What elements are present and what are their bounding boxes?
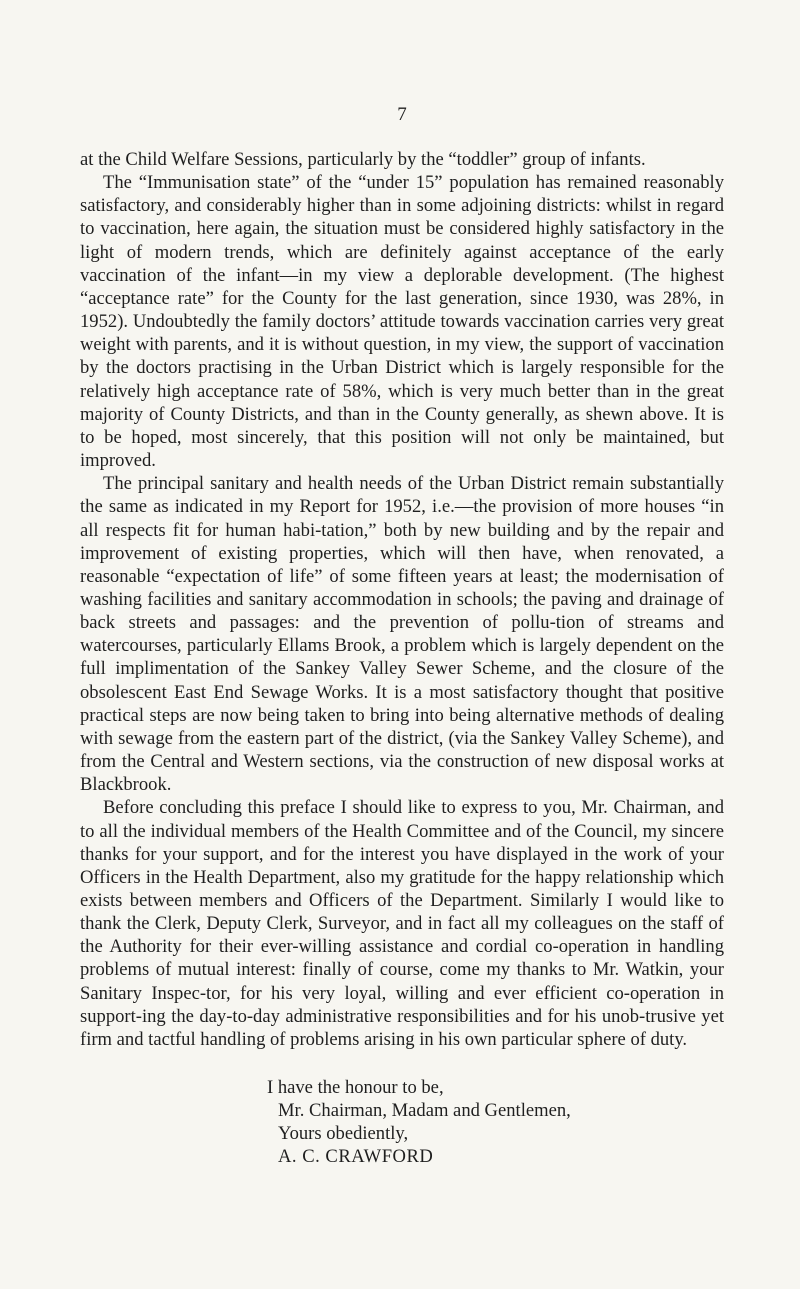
signature-name: A. C. CRAWFORD [278,1146,434,1168]
paragraph-acknowledgements: Before concluding this preface I should like to express to you, Mr. Chairman, and to all the individual members of the Health Committee and of the Council, my sincere thanks for your support, and for the interest you have displayed in the work of your Officers in the Health Department, also my gratitude for the happy relationship which exists between members and Officers of the Department. Similarly I would like to thank the Clerk, Deputy Clerk, Surveyor, and in fact all my colleagues on the staff of the Authority for their ever-willing assistance and cordial co-operation in handling problems of mutual interest: finally of course, come my thanks to Mr. Watkin, your Sanitary Inspec-tor, for his very loyal, willing and ever efficient co-operation in support-ing the day-to-day administrative responsibilities and for his unob-trusive yet firm and tactful handling of problems arising in his own particular sphere of duty. [80,797,724,1050]
closing-honour: I have the honour to be, [267,1077,444,1098]
paragraph-continuation: at the Child Welfare Sessions, particularly by the “toddler” group of infants. [80,149,646,170]
paragraph-sanitary-needs: The principal sanitary and health needs of the Urban District remain substantially the same as indicated in my Report for 1952, i.e.—the provision of more houses “in all respects fit for human habi-tation,” both by new building and by the repair and improvement of existing properties, which will then have, when renovated, a reasonable “expectation of life” of some fifteen years at least; the modernisation of washing facilities and sanitary accommodation in schools; the paving and drainage of back streets and passages: and the prevention of pollu-tion of streams and watercourses, particularly Ellams Brook, a problem which is largely dependent on the full implimentation of the Sankey Valley Sewer Scheme, and the closure of the obsolescent East End Sewage Works. It is a most satisfactory thought that positive practical steps are now being taken to bring into being alternative methods of dealing with sewage from the eastern part of the district, (via the Sankey Valley Scheme), and from the Central and Western sections, via the construction of new disposal works at Blackbrook. [80,473,724,796]
closing-valediction: Yours obediently, [278,1123,409,1145]
document-page [80,0,724,1289]
body-text [80,148,724,1051]
paragraph-immunisation: The “Immunisation state” of the “under 15” population has remained reasonably satisfactory, and considerably higher than in some adjoining districts: whilst in regard to vaccination, here again, the situation must be considered highly satisfactory in the light of modern trends, which are definitely against acceptance of the early vaccination of the infant—in my view a deplorable development. (The highest “acceptance rate” for the County for the last generation, since 1930, was 28%, in 1952). Undoubtedly the family doctors’ attitude towards vaccination carries very great weight with parents, and it is without question, in my view, the support of vaccination by the doctors practising in the Urban District which is largely responsible for the relatively high acceptance rate of 58%, which is very much better than in the great majority of County Districts, and than in the County generally, as shewn above. It is to be hoped, most sincerely, that this position will not only be maintained, but improved. [80,172,724,472]
page-number: 7 [397,104,407,125]
closing-block [267,1076,707,1169]
closing-salutation: Mr. Chairman, Madam and Gentlemen, [278,1100,571,1122]
